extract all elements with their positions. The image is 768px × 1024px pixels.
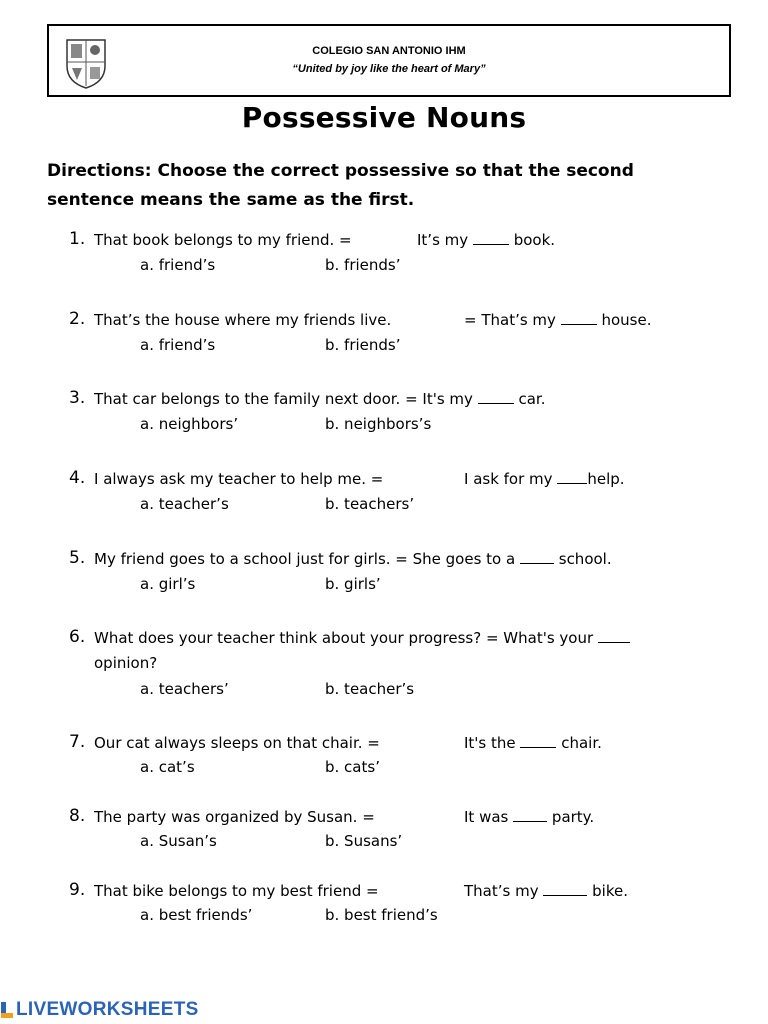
option-b[interactable]: b. neighbors’s xyxy=(325,415,432,433)
answer-blank[interactable] xyxy=(561,312,597,325)
option-b[interactable]: b. friends’ xyxy=(325,336,401,354)
option-b[interactable]: b. girls’ xyxy=(325,575,381,593)
option-b[interactable]: b. teachers’ xyxy=(325,495,415,513)
question-sentence: That bike belongs to my best friend = xyxy=(94,882,379,900)
option-b[interactable]: b. teacher’s xyxy=(325,680,415,698)
answer-blank[interactable] xyxy=(598,630,630,643)
question-sentence: That’s the house where my friends live. xyxy=(94,311,392,329)
answer-blank[interactable] xyxy=(520,551,554,564)
question-number: 5. xyxy=(69,548,86,568)
question-sentence-continued: opinion? xyxy=(94,654,158,672)
question-number: 2. xyxy=(69,309,86,329)
question-number: 4. xyxy=(69,468,86,488)
option-a[interactable]: a. friend’s xyxy=(140,336,216,354)
question-sentence: My friend goes to a school just for girls. = She goes to a school. xyxy=(94,550,612,568)
option-a[interactable]: a. girl’s xyxy=(140,575,196,593)
question-sentence: What does your teacher think about your progress? = What's your xyxy=(94,629,630,647)
school-header xyxy=(47,24,731,97)
option-a[interactable]: a. teachers’ xyxy=(140,680,229,698)
option-a[interactable]: a. cat’s xyxy=(140,758,195,776)
answer-blank[interactable] xyxy=(478,391,514,404)
question-number: 9. xyxy=(69,880,86,900)
question-answer-sentence: = That’s my house. xyxy=(464,311,652,329)
answer-blank[interactable] xyxy=(473,232,509,245)
option-a[interactable]: a. friend’s xyxy=(140,256,216,274)
question-number: 6. xyxy=(69,627,86,647)
answer-blank[interactable] xyxy=(520,735,556,748)
option-b[interactable]: b. Susans’ xyxy=(325,832,403,850)
option-a[interactable]: a. Susan’s xyxy=(140,832,217,850)
option-b[interactable]: b. friends’ xyxy=(325,256,401,274)
liveworksheets-logo-icon xyxy=(0,1000,14,1020)
option-a[interactable]: a. teacher’s xyxy=(140,495,229,513)
question-sentence: That book belongs to my friend. = xyxy=(94,231,352,249)
question-answer-sentence: It was party. xyxy=(464,808,595,826)
question-number: 1. xyxy=(69,229,86,249)
question-sentence: The party was organized by Susan. = xyxy=(94,808,375,826)
question-sentence: I always ask my teacher to help me. = xyxy=(94,470,384,488)
answer-blank[interactable] xyxy=(513,809,547,822)
question-sentence: That car belongs to the family next door. = It's my car. xyxy=(94,390,546,408)
question-number: 3. xyxy=(69,388,86,408)
page-title: Possessive Nouns xyxy=(241,101,527,134)
option-b[interactable]: b. best friend’s xyxy=(325,906,438,924)
question-answer-sentence: It's the chair. xyxy=(464,734,602,752)
question-number: 7. xyxy=(69,732,86,752)
question-number: 8. xyxy=(69,806,86,826)
liveworksheets-footer[interactable] xyxy=(0,996,199,1024)
option-a[interactable]: a. best friends’ xyxy=(140,906,253,924)
question-answer-sentence: It’s my book. xyxy=(417,231,556,249)
option-b[interactable]: b. cats’ xyxy=(325,758,380,776)
school-name: COLEGIO SAN ANTONIO IHM xyxy=(312,45,466,57)
question-sentence: Our cat always sleeps on that chair. = xyxy=(94,734,380,752)
option-a[interactable]: a. neighbors’ xyxy=(140,415,239,433)
answer-blank[interactable] xyxy=(543,883,587,896)
school-motto: “United by joy like the heart of Mary” xyxy=(292,63,486,75)
footer-brand: LIVEWORKSHEETS xyxy=(16,999,199,1020)
answer-blank[interactable] xyxy=(557,471,587,484)
question-answer-sentence: That’s my bike. xyxy=(464,882,628,900)
question-answer-sentence: I ask for my help. xyxy=(464,470,625,488)
directions: Directions: Choose the correct possessive so that the second sentence means the same as the first. xyxy=(47,161,634,210)
